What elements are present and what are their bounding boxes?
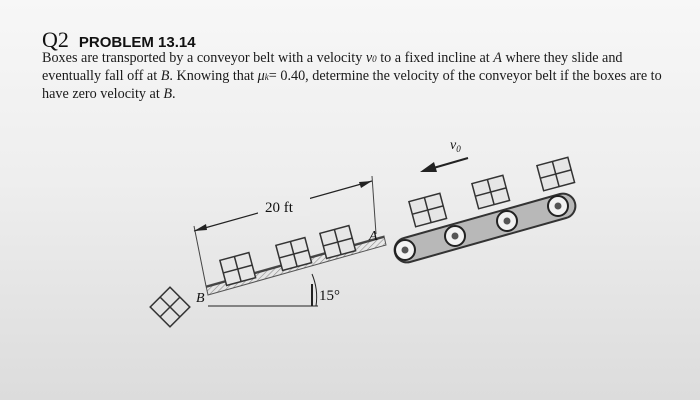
question-number: Q2 — [42, 27, 69, 52]
distance-label: 20 ft — [265, 200, 293, 216]
problem-title: PROBLEM 13.14 — [78, 34, 196, 51]
velocity-label: $v_0$ — [450, 138, 461, 154]
statement-line-1: Boxes are transported by a conveyor belt with a velocity v0 to a fixed incline at A where they slide and — [42, 50, 623, 66]
box-on-conveyor — [472, 175, 510, 208]
statement-line-2: eventually fall off at B. Knowing that μk= 0.40, determine the velocity of the conveyor belt if the boxes are to — [42, 68, 662, 84]
falling-box — [150, 287, 190, 327]
statement-line-3: have zero velocity at B. — [42, 86, 176, 102]
box-on-conveyor — [537, 157, 575, 190]
point-a-label: A — [369, 229, 378, 244]
point-b-label: B — [196, 291, 205, 306]
velocity-arrow — [420, 158, 468, 172]
angle-label: 15° — [319, 288, 340, 304]
box-on-conveyor — [409, 193, 447, 226]
